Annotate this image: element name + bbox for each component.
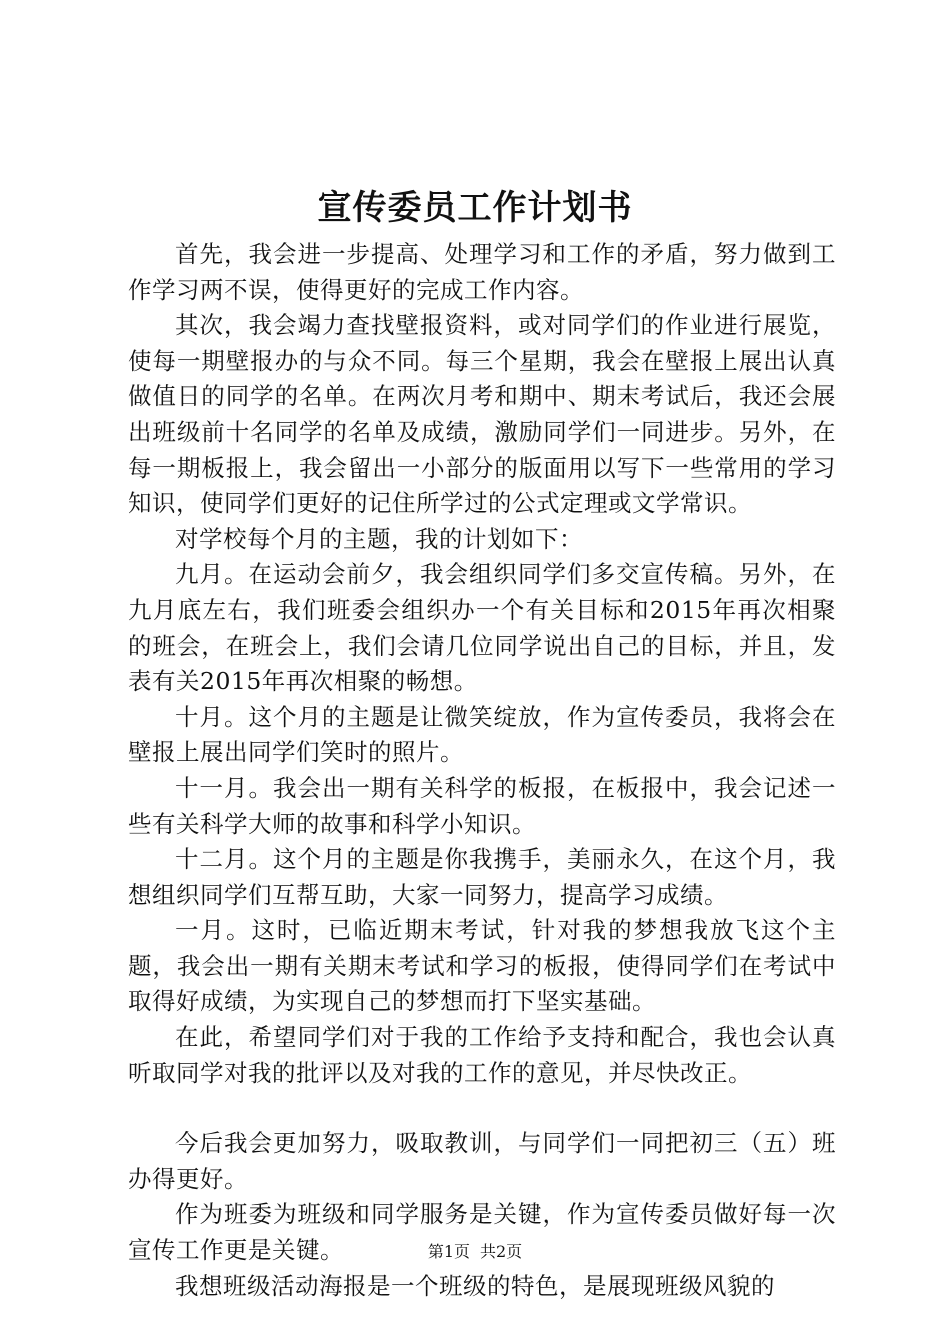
paragraph: 九月。在运动会前夕，我会组织同学们多交宣传稿。另外，在九月底左右，我们班委会组织办一个有关目标和2015年再次相聚的班会，在班会上，我们会请几位同学说出自己的目标，并且，发表有关2015年再次相聚的畅想。 bbox=[128, 560, 836, 696]
paragraph: 首先，我会进一步提高、处理学习和工作的矛盾，努力做到工作学习两不误，使得更好的完成工作内容。 bbox=[128, 240, 836, 304]
paragraph: 其次，我会竭力查找壁报资料，或对同学们的作业进行展览，使每一期壁报办的与众不同。每三个星期，我会在壁报上展出认真做值日的同学的名单。在两次月考和期中、期末考试后，我还会展出班级前十名同学的名单及成绩，激励同学们一同进步。另外，在每一期板报上，我会留出一小部分的版面用以写下一些常用的学习知识，使同学们更好的记住所学过的公式定理或文学常识。 bbox=[128, 311, 836, 518]
document-body bbox=[128, 237, 836, 1304]
paragraph: 十一月。我会出一期有关科学的板报，在板报中，我会记述一些有关科学大师的故事和科学小知识。 bbox=[128, 773, 836, 838]
page-number-total: 共2页 bbox=[480, 1242, 523, 1261]
page-footer bbox=[0, 1242, 950, 1262]
paragraph: 一月。这时，已临近期末考试，针对我的梦想我放飞这个主题，我会出一期有关期末考试和学习的板报，使得同学们在考试中取得好成绩，为实现自己的梦想而打下坚实基础。 bbox=[128, 916, 836, 1016]
paragraph: 十月。这个月的主题是让微笑绽放，作为宣传委员，我将会在壁报上展出同学们笑时的照片。 bbox=[128, 702, 836, 767]
paragraph: 对学校每个月的主题，我的计划如下： bbox=[175, 524, 583, 553]
document-title: 宣传委员工作计划书 bbox=[317, 188, 633, 228]
paragraph: 我想班级活动海报是一个班级的特色，是展现班级风貌的 bbox=[175, 1271, 775, 1300]
paragraph: 作为班委为班级和同学服务是关键，作为宣传委员做好每一次宣传工作更是关键。 bbox=[128, 1200, 836, 1265]
paragraph: 十二月。这个月的主题是你我携手，美丽永久，在这个月，我想组织同学们互帮互助，大家一同努力，提高学习成绩。 bbox=[128, 845, 836, 909]
paragraph: 在此，希望同学们对于我的工作给予支持和配合，我也会认真听取同学对我的批评以及对我的工作的意见，并尽快改正。 bbox=[128, 1023, 836, 1087]
paragraph: 今后我会更加努力，吸取教训，与同学们一同把初三（五）班办得更好。 bbox=[128, 1129, 836, 1193]
page-number-current: 第1页 bbox=[427, 1242, 470, 1261]
